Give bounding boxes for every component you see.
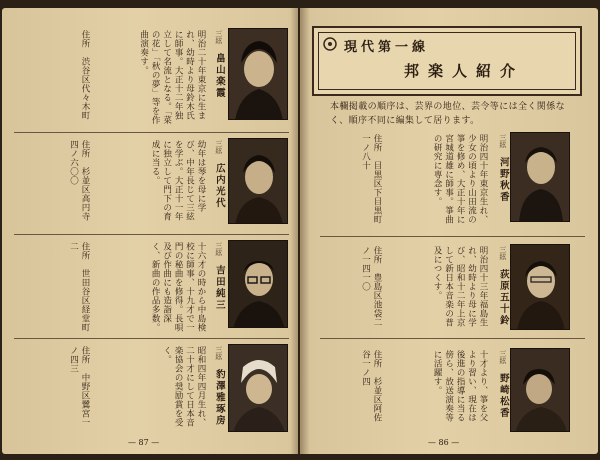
header-title-line1: 現代第一線 bbox=[344, 40, 430, 55]
profile-name: 荻原五十鈴 bbox=[497, 269, 509, 327]
profile-name: 豹澤雅琢房 bbox=[213, 369, 225, 427]
profile-role: 三絃 bbox=[498, 134, 507, 148]
profile-caption bbox=[212, 30, 225, 122]
portrait-photo bbox=[510, 348, 570, 432]
header-title-line2: 邦楽人紹介 bbox=[404, 62, 525, 80]
ornament-icon bbox=[322, 36, 338, 52]
profile-name: 野崎松香 bbox=[497, 373, 509, 419]
profile-role: 三絃 bbox=[214, 30, 223, 44]
profile-role: 三絃 bbox=[214, 242, 223, 256]
profile-name: 広内光代 bbox=[213, 163, 225, 209]
profile-role: 三絃 bbox=[498, 350, 507, 364]
profile-address: 住所 中野区鷺宮一ノ四三 bbox=[68, 346, 90, 427]
intro-note: 本欄掲載の順序は、芸界の地位、芸令等には全く関係なく、順序不同に編集して居ります。 bbox=[330, 102, 566, 127]
profile-bio: 幼年は琴を母に学び、中年長じて三絃を学ぶ。大正十一年に独立して門下の育成に当る。 bbox=[150, 140, 206, 221]
profile-caption bbox=[496, 350, 509, 434]
portrait-photo bbox=[510, 132, 570, 222]
divider bbox=[14, 132, 289, 133]
portrait-photo bbox=[228, 28, 288, 120]
profile-role: 三絃 bbox=[214, 140, 223, 154]
profile-caption bbox=[212, 242, 225, 330]
profile-caption bbox=[496, 246, 509, 332]
profile-bio: 十才より、箏を父より習い、現在は後進の指導に当る傍ら、放送演奏等に活躍す。 bbox=[432, 350, 488, 422]
profile-address: 住所 杉並区高円寺四ノ六〇〇 bbox=[68, 140, 90, 221]
profile-name: 吉田純三 bbox=[213, 265, 225, 311]
profile-bio: 明治四十三年福島生れ、幼時より母に学び、昭和十二年上京して新日本音楽の普及につくす。 bbox=[432, 246, 488, 327]
profile-bio: 昭和四年四月生れ、二十才にして日本音楽協会の奨励賞を受く。 bbox=[161, 346, 206, 427]
profile-address: 住所 杉並区阿佐谷一ノ四 bbox=[360, 350, 382, 422]
profile-bio: 明治二十年東京に生まれ、幼時より母鈴木氏に師事。大正十二年独立して名流となる。「菜の花」「秋の夢」等を作曲演奏す。 bbox=[138, 30, 206, 125]
section-header bbox=[312, 26, 582, 96]
page-number: — 86 — bbox=[428, 438, 460, 447]
profile-bio: 明治四十年東京生れ、少女の頃より山田流の箏を修め、大正十年に宮城道雄に師事。箏曲の研究に専念す。 bbox=[432, 134, 488, 224]
profile-caption bbox=[496, 134, 509, 224]
portrait-photo bbox=[510, 244, 570, 330]
divider bbox=[320, 236, 585, 237]
book-gutter bbox=[290, 8, 310, 454]
portrait-photo bbox=[228, 240, 288, 328]
divider bbox=[14, 338, 289, 339]
profile-address: 住所 目黒区下目黒町一ノ八十 bbox=[360, 134, 382, 224]
portrait-photo bbox=[228, 344, 288, 432]
profile-bio: 十六才の時から中島検校に師事、十九才で一門の秘曲を修得。長唄及び作曲にも造詣深く、新曲の作品多数。 bbox=[150, 242, 206, 332]
profile-name: 畠山楽霞 bbox=[213, 53, 225, 99]
profile-role: 三絃 bbox=[214, 346, 223, 360]
divider bbox=[14, 234, 289, 235]
profile-role: 三絃 bbox=[498, 246, 507, 260]
portrait-photo bbox=[228, 138, 288, 224]
profile-address: 住所 豊島区池袋二ノ一四一〇 bbox=[360, 246, 382, 327]
divider bbox=[320, 338, 585, 339]
profile-address: 住所 世田谷区経堂町二 bbox=[68, 242, 90, 332]
page-number: — 87 — bbox=[128, 438, 160, 447]
profile-caption bbox=[212, 346, 225, 434]
profile-caption bbox=[212, 140, 225, 226]
profile-address: 住所 渋谷区代々木町 bbox=[80, 30, 90, 120]
profile-name: 河野秋香 bbox=[497, 157, 509, 203]
